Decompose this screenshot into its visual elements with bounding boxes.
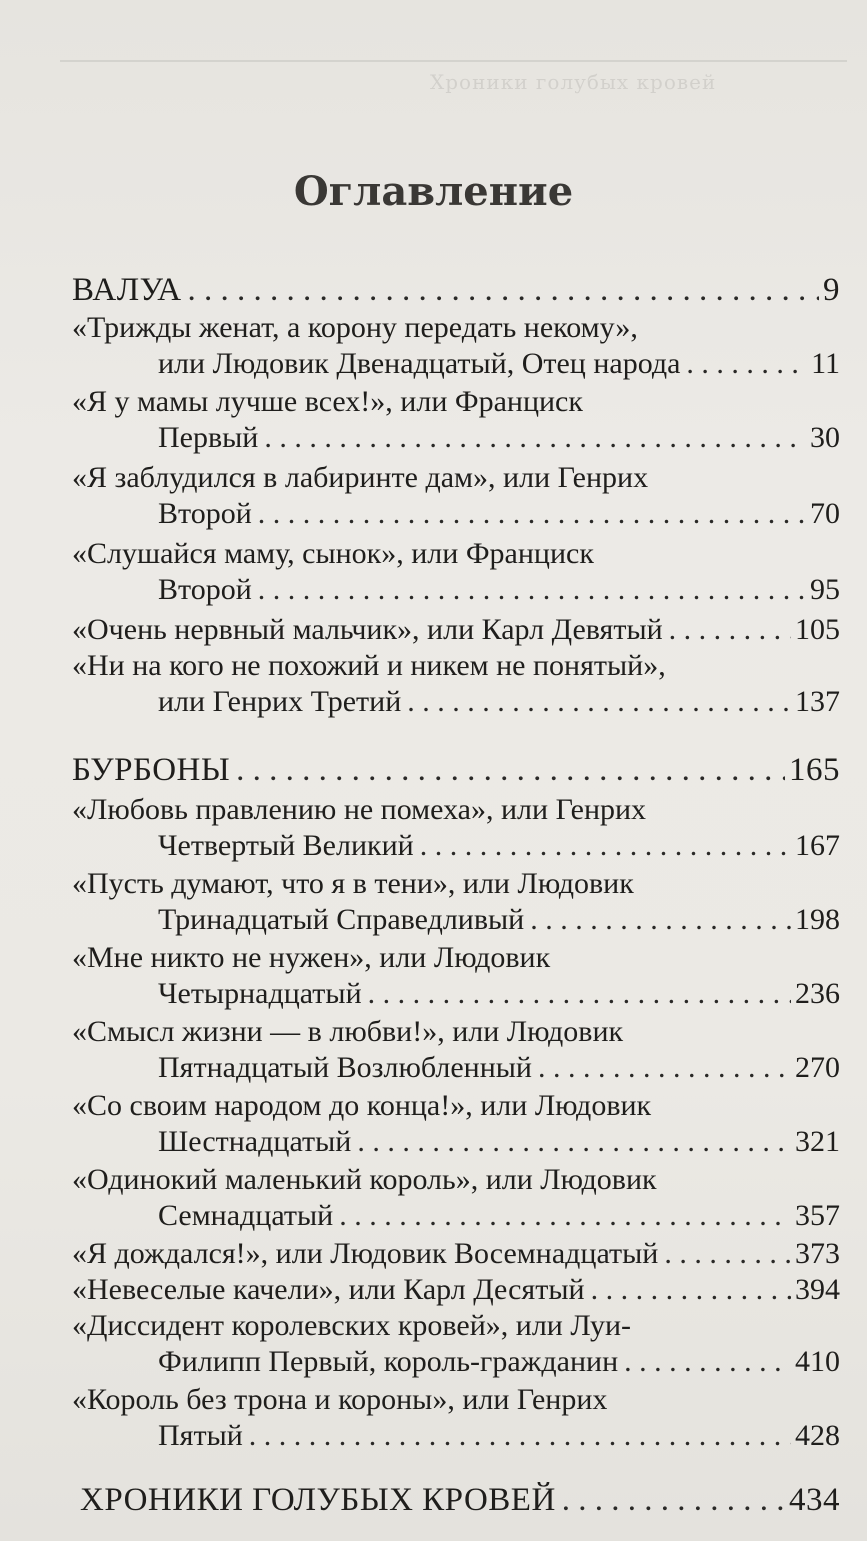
- page-number: 410: [795, 1345, 840, 1378]
- entry-title-line: Семнадцатый: [158, 1199, 334, 1232]
- page-number: 434: [789, 1482, 840, 1518]
- entry-title-line: Четырнадцатый: [158, 977, 362, 1010]
- page-number: 137: [795, 685, 840, 718]
- entry-title-line: Четвертый Великий: [158, 829, 414, 862]
- page-number: 270: [795, 1051, 840, 1084]
- entry-title-line: Пятнадцатый Возлюбленный: [158, 1051, 532, 1084]
- leader-dots: [368, 976, 791, 1012]
- toc-entry: [72, 940, 840, 1012]
- leader-dots: [357, 1124, 791, 1160]
- entry-title-line: «Диссидент королевских кровей», или Луи-: [72, 1309, 631, 1342]
- toc-entry: [72, 1308, 840, 1380]
- leader-dots: [258, 572, 806, 608]
- page-number: 9: [823, 272, 840, 308]
- page-number: 167: [795, 829, 840, 862]
- page-number: 394: [795, 1273, 840, 1306]
- bleed-through-rule: [60, 60, 847, 62]
- entry-title-line: «Я дождался!», или Людовик Восемнадцатый: [72, 1237, 659, 1270]
- toc-entry: [72, 792, 840, 864]
- entry-title-line: «Король без трона и короны», или Генрих: [72, 1383, 608, 1416]
- toc-entry: [72, 1088, 840, 1160]
- toc-entry: [72, 1382, 840, 1454]
- leader-dots: [258, 496, 806, 532]
- page-number: 95: [810, 573, 840, 606]
- entry-title-line: «Со своим народом до конца!», или Людовик: [72, 1089, 652, 1122]
- toc-entry: [72, 1236, 840, 1272]
- page-number: 105: [795, 613, 840, 646]
- toc-entry: [72, 460, 840, 532]
- toc-section-bourbons: [72, 752, 840, 788]
- toc-entry: [72, 1014, 840, 1086]
- entry-title-line: «Трижды женат, а корону передать некому»,: [72, 311, 638, 344]
- entry-title-line: Шестнадцатый: [158, 1125, 352, 1158]
- page-number: 236: [795, 977, 840, 1010]
- entry-title-line: Первый: [158, 421, 259, 454]
- section-label: ВАЛУА: [72, 272, 182, 308]
- leader-dots: [669, 612, 791, 648]
- page-number: 11: [811, 347, 840, 380]
- toc-entry: [72, 310, 840, 382]
- leader-dots: [562, 1482, 785, 1518]
- entry-title-line: Второй: [158, 497, 252, 530]
- leader-dots: [249, 1418, 791, 1454]
- bleed-through-header: Хроники голубых кровей: [430, 70, 717, 94]
- entry-title-line: «Очень нервный мальчик», или Карл Девятый: [72, 613, 663, 646]
- toc-entry: [72, 536, 840, 608]
- entry-title-line: «Слушайся маму, сынок», или Франциск: [72, 537, 594, 570]
- leader-dots: [664, 1236, 791, 1272]
- page-number: 165: [789, 752, 840, 788]
- leader-dots: [188, 272, 819, 308]
- page-number: 321: [795, 1125, 840, 1158]
- entry-title-line: «Я заблудился в лабиринте дам», или Генрих: [72, 461, 649, 494]
- leader-dots: [538, 1050, 791, 1086]
- entry-title-line: или Генрих Третий: [158, 685, 402, 718]
- page-number: 373: [795, 1237, 840, 1270]
- entry-title-line: «Ни на кого не похожий и никем не понятый»,: [72, 649, 666, 682]
- entry-title-line: «Смысл жизни — в любви!», или Людовик: [72, 1015, 624, 1048]
- entry-title-line: «Одинокий маленький король», или Людовик: [72, 1163, 657, 1196]
- leader-dots: [530, 902, 791, 938]
- page-number: 70: [810, 497, 840, 530]
- leader-dots: [686, 346, 807, 382]
- entry-title-line: Второй: [158, 573, 252, 606]
- entry-title-line: Пятый: [158, 1419, 243, 1452]
- page-number: 428: [795, 1419, 840, 1452]
- toc-entry: [72, 384, 840, 456]
- toc-section-valois: [72, 272, 840, 308]
- leader-dots: [407, 684, 791, 720]
- page-title: Оглавление: [293, 168, 574, 215]
- leader-dots: [624, 1344, 791, 1380]
- page-number: 30: [810, 421, 840, 454]
- toc-entry: [72, 866, 840, 938]
- leader-dots: [236, 752, 785, 788]
- entry-title-line: Тринадцатый Справедливый: [158, 903, 525, 936]
- leader-dots: [420, 828, 791, 864]
- toc-entry: [72, 612, 840, 648]
- toc-section-chronicles: [80, 1482, 840, 1518]
- entry-title-line: или Людовик Двенадцатый, Отец народа: [158, 347, 681, 380]
- page-number: 357: [795, 1199, 840, 1232]
- leader-dots: [339, 1198, 791, 1234]
- leader-dots: [591, 1272, 791, 1308]
- entry-title-line: «Невеселые качели», или Карл Десятый: [72, 1273, 585, 1306]
- entry-title-line: Филипп Первый, король-гражданин: [158, 1345, 619, 1378]
- entry-title-line: «Я у мамы лучше всех!», или Франциск: [72, 385, 583, 418]
- entry-title-line: «Любовь правлению не помеха», или Генрих: [72, 793, 647, 826]
- entry-title-line: «Пусть думают, что я в тени», или Людовик: [72, 867, 634, 900]
- page-number: 198: [795, 903, 840, 936]
- entry-title-line: «Мне никто не нужен», или Людовик: [72, 941, 551, 974]
- toc-entry: [72, 1272, 840, 1308]
- toc-entry: [72, 648, 840, 720]
- toc-entry: [72, 1162, 840, 1234]
- section-label: ХРОНИКИ ГОЛУБЫХ КРОВЕЙ: [80, 1482, 556, 1518]
- section-label: БУРБОНЫ: [72, 752, 231, 788]
- leader-dots: [264, 420, 806, 456]
